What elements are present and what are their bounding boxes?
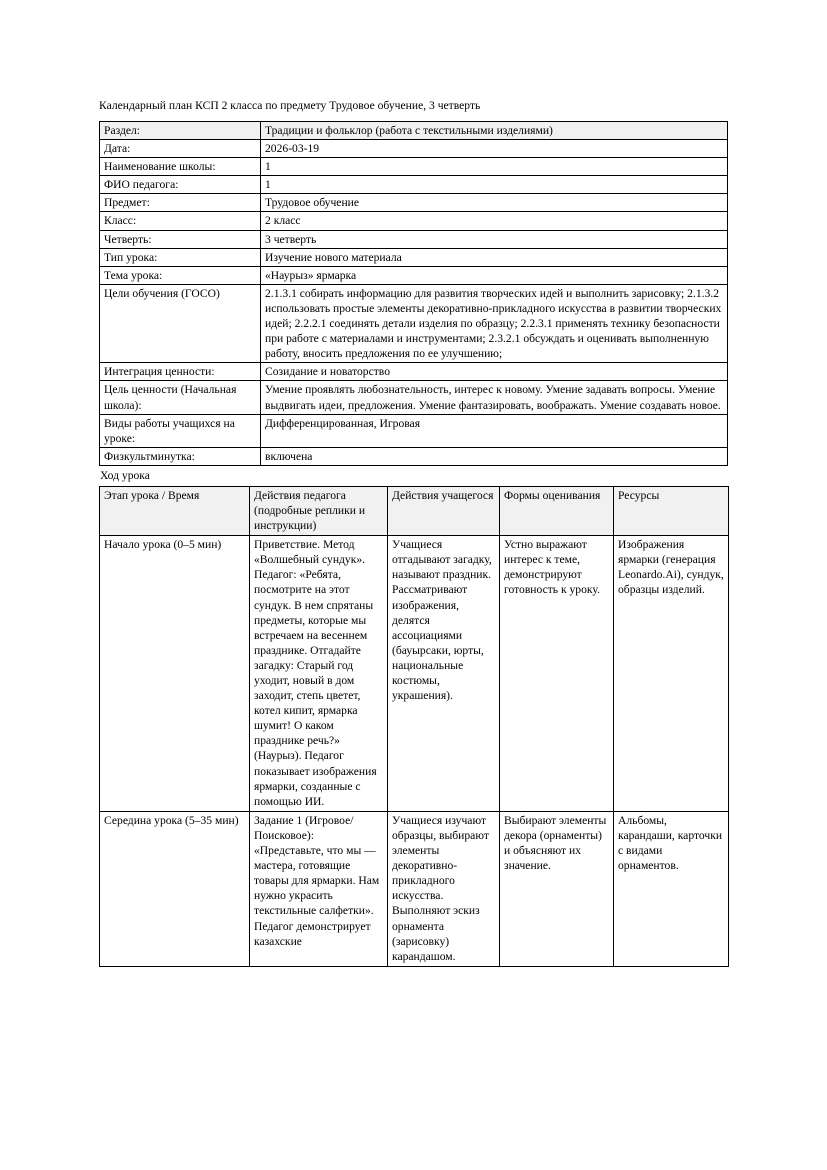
flow-header-row: [100, 486, 729, 535]
info-row: [100, 212, 728, 230]
flow-column-header: Действия учащегося: [388, 486, 500, 535]
info-row-label: Цели обучения (ГОСО): [100, 284, 261, 362]
flow-cell-assessment: Устно выражают интерес к теме, демонстрируют готовность к уроку.: [500, 536, 614, 812]
info-row-value: Дифференцированная, Игровая: [261, 414, 728, 447]
info-row-label: ФИО педагога:: [100, 176, 261, 194]
info-row-label: Тема урока:: [100, 266, 261, 284]
info-row: [100, 122, 728, 140]
info-row-value: 3 четверть: [261, 230, 728, 248]
info-row-value: 2 класс: [261, 212, 728, 230]
info-row-value: 2.1.3.1 собирать информацию для развития творческих идей и выполнить зарисовку; 2.1.3.2 использовать простые элементы декоративно-прикладного искусства в развитии творческих идей; 2.2.2.1 соединять детали изделия по образцу; 2.2.3.1 применять технику безопасности при работе с материалами и инструментами; 2.3.2.1 обсуждать и оценивать выполненную работу, вносить предложения по ее улучшению;: [261, 284, 728, 362]
info-row-label: Раздел:: [100, 122, 261, 140]
flow-column-header: Формы оценивания: [500, 486, 614, 535]
lesson-flow-table-body: [100, 536, 729, 967]
info-row-label: Предмет:: [100, 194, 261, 212]
info-row-label: Тип урока:: [100, 248, 261, 266]
info-row: [100, 248, 728, 266]
flow-cell-teacher-actions: Приветствие. Метод «Волшебный сундук». Педагог: «Ребята, посмотрите на этот сундук. В нем спрятаны предметы, которые мы встречаем на весеннем празднике. Отгадайте загадку: Старый год уходит, новый в дом заходит, степь цветет, котел кипит, ярмарка шумит! О каком празднике речь?» (Наурыз). Педагог показывает изображения ярмарки, созданные с помощью ИИ.: [250, 536, 388, 812]
info-row: [100, 447, 728, 465]
info-row-value: Традиции и фольклор (работа с текстильными изделиями): [261, 122, 728, 140]
info-row-value: «Наурыз» ярмарка: [261, 266, 728, 284]
info-row: [100, 266, 728, 284]
info-row-label: Физкультминутка:: [100, 447, 261, 465]
info-row-value: 2026-03-19: [261, 140, 728, 158]
flow-cell-stage: Середина урока (5–35 мин): [100, 811, 250, 966]
info-row: [100, 363, 728, 381]
info-row: [100, 194, 728, 212]
info-row-value: Созидание и новаторство: [261, 363, 728, 381]
table-row: [100, 536, 729, 812]
info-row-label: Виды работы учащихся на уроке:: [100, 414, 261, 447]
info-row-label: Класс:: [100, 212, 261, 230]
flow-column-header: Ресурсы: [614, 486, 729, 535]
info-row-label: Четверть:: [100, 230, 261, 248]
info-row: [100, 230, 728, 248]
flow-cell-student-actions: Учащиеся изучают образцы, выбирают элементы декоративно-прикладного искусства. Выполняют эскиз орнамента (зарисовку) карандашом.: [388, 811, 500, 966]
info-row-value: Умение проявлять любознательность, интерес к новому. Умение задавать вопросы. Умение выдвигать идеи, предложения. Умение фантазировать, воображать. Умение создавать новое.: [261, 381, 728, 414]
flow-cell-resources: Альбомы, карандаши, карточки с видами орнаментов.: [614, 811, 729, 966]
info-row: [100, 381, 728, 414]
flow-cell-stage: Начало урока (0–5 мин): [100, 536, 250, 812]
lesson-flow-table: [99, 486, 729, 967]
lesson-info-table-body: [100, 122, 728, 466]
info-row-label: Дата:: [100, 140, 261, 158]
document-content: [99, 98, 728, 967]
flow-cell-assessment: Выбирают элементы декора (орнаменты) и объясняют их значение.: [500, 811, 614, 966]
lesson-flow-section-label: Ход урока: [100, 468, 150, 482]
flow-cell-teacher-actions: Задание 1 (Игровое/Поисковое): «Представьте, что мы — мастера, готовящие товары для ярмарки. Нам нужно украсить текстильные салфетки». Педагог демонстрирует казахские: [250, 811, 388, 966]
page-title: Календарный план КСП 2 класса по предмету Трудовое обучение, 3 четверть: [99, 99, 481, 112]
info-row-label: Цель ценности (Начальная школа):: [100, 381, 261, 414]
lesson-info-table: [99, 121, 728, 466]
flow-column-header: Этап урока / Время: [100, 486, 250, 535]
info-row-value: Изучение нового материала: [261, 248, 728, 266]
flow-column-header: Действия педагога (подробные реплики и инструкции): [250, 486, 388, 535]
info-row-value: включена: [261, 447, 728, 465]
flow-cell-resources: Изображения ярмарки (генерация Leonardo.Ai), сундук, образцы изделий.: [614, 536, 729, 812]
info-row: [100, 158, 728, 176]
lesson-flow-table-head: [100, 486, 729, 535]
info-row: [100, 414, 728, 447]
table-row: [100, 811, 729, 966]
info-row: [100, 140, 728, 158]
info-row-value: 1: [261, 176, 728, 194]
info-row-label: Интеграция ценности:: [100, 363, 261, 381]
info-row-label: Наименование школы:: [100, 158, 261, 176]
info-row: [100, 176, 728, 194]
info-row-value: Трудовое обучение: [261, 194, 728, 212]
flow-cell-student-actions: Учащиеся отгадывают загадку, называют праздник. Рассматривают изображения, делятся ассоциациями (бауырсаки, юрты, национальные костюмы, украшения).: [388, 536, 500, 812]
info-row-value: 1: [261, 158, 728, 176]
info-row: [100, 284, 728, 362]
